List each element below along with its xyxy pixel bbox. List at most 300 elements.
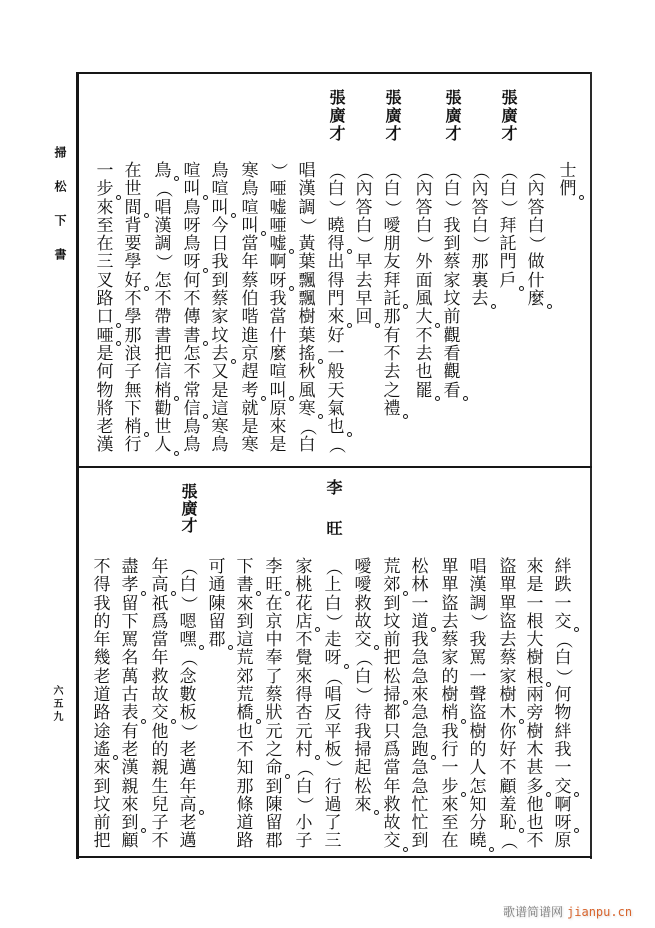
glyph: 坟 (93, 794, 111, 815)
glyph: 到 (265, 776, 283, 797)
glyph: 數 (179, 685, 197, 706)
glyph: 元 (295, 721, 313, 742)
glyph: 蔡 (441, 630, 459, 651)
punctuation-circle (144, 213, 149, 218)
glyph: 鳥 (153, 162, 173, 180)
glyph: 啊 (554, 794, 572, 815)
glyph: 白 (443, 179, 461, 200)
glyph: 在 (441, 831, 459, 852)
glyph: 漢 (469, 575, 487, 596)
glyph: 要 (124, 234, 142, 255)
glyph: 寒 (211, 417, 229, 438)
parenthesis: ） (178, 595, 199, 613)
glyph: 間 (123, 199, 143, 217)
glyph: 叫 (182, 180, 202, 198)
glyph: 罷 (414, 382, 434, 400)
glyph: 風 (415, 289, 433, 310)
glyph: 是 (526, 575, 544, 596)
glyph: 去 (383, 362, 401, 383)
glyph: 交 (150, 704, 170, 722)
glyph: 士 (559, 161, 577, 181)
glyph: 葉 (298, 252, 316, 273)
glyph: 書 (235, 576, 255, 594)
glyph: 念 (179, 666, 197, 687)
punctuation-circle (289, 286, 294, 291)
parenthesis: （ (178, 558, 199, 576)
glyph: 白 (471, 215, 489, 236)
punctuation-circle (435, 396, 440, 401)
glyph: 有 (383, 325, 401, 346)
punctuation-circle (116, 195, 121, 200)
glyph: 橋 (235, 704, 255, 722)
glyph: 來 (269, 417, 287, 438)
glyph: 呀 (183, 215, 201, 236)
glyph: 親 (121, 776, 139, 797)
punctuation-circle (546, 792, 551, 797)
glyph: 是 (96, 343, 114, 364)
glyph: 三 (324, 831, 342, 852)
glyph: 狀 (265, 703, 283, 724)
glyph: 坟 (211, 325, 229, 346)
glyph: 松 (354, 776, 372, 797)
glyph: 戶 (498, 272, 518, 290)
punctuation-circle (546, 682, 551, 687)
punctuation-circle (144, 286, 149, 291)
glyph: 故 (354, 611, 372, 632)
glyph: 白 (499, 179, 517, 200)
glyph: 在 (96, 234, 114, 255)
glyph: 何 (554, 685, 572, 706)
glyph: 唖 (95, 327, 115, 345)
glyph: 下 (124, 398, 142, 419)
glyph: 他 (151, 721, 169, 742)
glyph: 去 (210, 345, 230, 363)
punctuation-circle (347, 323, 352, 328)
parenthesis: （ (353, 650, 374, 668)
glyph: 恥 (498, 814, 518, 832)
glyph: 唱 (154, 197, 172, 218)
glyph: 一 (96, 161, 114, 181)
punctuation-circle (203, 341, 208, 346)
glyph: 樹 (499, 685, 517, 706)
glyph: 喧 (211, 179, 229, 200)
glyph: 急 (411, 721, 429, 742)
glyph: 杏 (295, 703, 313, 724)
punctuation-circle (203, 195, 208, 200)
glyph: 一 (554, 758, 572, 779)
glyph: 故 (383, 813, 401, 834)
glyph: 信 (154, 362, 172, 383)
frame-bottom-rule (76, 856, 592, 858)
parenthesis: ） (468, 613, 489, 631)
punctuation-circle (116, 323, 121, 328)
glyph: 蔡 (499, 648, 517, 669)
glyph: 陳 (265, 794, 283, 815)
glyph: 葉 (298, 325, 316, 346)
glyph: 世 (154, 417, 172, 438)
glyph: 道 (410, 613, 430, 631)
glyph: 答 (415, 197, 433, 218)
punctuation-circle (403, 591, 408, 596)
glyph: 的 (93, 611, 111, 632)
glyph: 喧 (183, 161, 201, 181)
glyph: 前 (93, 813, 111, 834)
parenthesis: （ (326, 437, 347, 455)
glyph: 我 (469, 630, 487, 651)
glyph: 學 (124, 307, 142, 328)
glyph: 把 (154, 343, 172, 364)
glyph: 盜 (499, 611, 517, 632)
glyph: 分 (469, 813, 487, 834)
glyph: 答 (471, 197, 489, 218)
glyph: 好 (327, 325, 345, 346)
glyph: 到 (93, 776, 111, 797)
glyph: 忙 (411, 794, 429, 815)
parenthesis: ） (526, 235, 547, 253)
glyph: 當 (241, 234, 259, 255)
glyph: 噯 (354, 575, 372, 596)
glyph: 物 (554, 703, 572, 724)
glyph: 蔡 (443, 252, 461, 273)
glyph: 過 (324, 794, 342, 815)
speaker-label: 張廣才 (179, 483, 198, 534)
glyph: 樹 (298, 307, 316, 328)
glyph: 根 (526, 611, 544, 632)
glyph: 中 (265, 630, 283, 651)
glyph: 的 (469, 739, 487, 760)
text-column (353, 558, 373, 814)
text-column (470, 162, 490, 308)
glyph: 待 (354, 703, 372, 724)
punctuation-circle (519, 719, 524, 724)
glyph: 白 (355, 215, 373, 236)
glyph: 好 (123, 272, 143, 290)
glyph: 這 (211, 398, 229, 419)
glyph: 急 (411, 776, 429, 797)
glyph: 表 (120, 704, 140, 722)
glyph: 只 (383, 721, 401, 742)
glyph: 們 (558, 180, 578, 198)
glyph: 年 (241, 252, 259, 273)
glyph: 禮 (382, 400, 402, 418)
glyph: 到 (443, 234, 461, 255)
glyph: 下 (121, 611, 139, 632)
glyph: 什 (269, 325, 287, 346)
text-column (207, 558, 227, 649)
glyph: 盜 (499, 557, 517, 577)
parenthesis: （ (326, 162, 347, 180)
glyph: 我 (411, 630, 429, 651)
text-column (414, 162, 434, 400)
glyph: 前 (443, 307, 461, 328)
glyph: 來 (93, 758, 111, 779)
glyph: 絆 (554, 721, 572, 742)
glyph: 兒 (151, 794, 169, 815)
glyph: 內 (355, 179, 373, 200)
glyph: 他 (526, 794, 544, 815)
glyph: 甚 (526, 758, 544, 779)
glyph: 老 (121, 739, 139, 760)
glyph: 曉 (468, 832, 488, 850)
glyph: 面 (415, 270, 433, 291)
text-column (323, 558, 343, 851)
parenthesis: ） (294, 796, 315, 814)
punctuation-circle (318, 414, 323, 419)
glyph: 當 (151, 630, 169, 651)
glyph: 根 (525, 668, 545, 686)
glyph: 爲 (151, 611, 169, 632)
glyph: 家 (441, 648, 459, 669)
parenthesis: ） (326, 199, 347, 217)
punctuation-circle (519, 828, 524, 833)
text-column (235, 558, 255, 851)
glyph: 白 (327, 179, 345, 200)
glyph: 一 (327, 343, 345, 364)
glyph: 京 (241, 343, 259, 364)
punctuation-circle (347, 249, 352, 254)
glyph: 來 (121, 794, 139, 815)
glyph: 去 (355, 270, 373, 291)
glyph: 那 (236, 776, 254, 797)
glyph: 老 (179, 813, 197, 834)
glyph: 荒 (383, 557, 401, 577)
glyph: 叫 (268, 382, 288, 400)
glyph: 單 (441, 557, 459, 577)
glyph: 的 (151, 739, 169, 760)
glyph: 遙 (92, 741, 112, 759)
glyph: 做 (527, 252, 545, 273)
punctuation-circle (491, 304, 496, 309)
glyph: 也 (415, 362, 433, 383)
glyph: 是 (241, 417, 259, 438)
glyph: 鳥 (211, 435, 229, 456)
glyph: 浪 (124, 343, 142, 364)
glyph: 怎 (469, 776, 487, 797)
parenthesis: （ (498, 162, 519, 180)
glyph: 那 (471, 252, 489, 273)
glyph: 白 (295, 776, 313, 797)
glyph: 子 (124, 362, 142, 383)
glyph: 高 (150, 576, 170, 594)
parenthesis: （ (153, 180, 174, 198)
glyph: 秋 (298, 362, 316, 383)
glyph: 得 (295, 685, 313, 706)
glyph: 都 (383, 703, 401, 724)
glyph: 把 (383, 648, 401, 669)
punctuation-circle (256, 719, 261, 724)
glyph: 般 (327, 362, 345, 383)
glyph: 不 (151, 831, 169, 852)
glyph: 好 (499, 739, 517, 760)
glyph: 路 (93, 703, 111, 724)
glyph: 不 (383, 343, 401, 364)
glyph: 我 (93, 593, 111, 614)
glyph: 路 (96, 289, 114, 310)
glyph: 氣 (327, 398, 345, 419)
glyph: 到 (211, 270, 229, 291)
section-divider-rule (76, 466, 592, 468)
text-column (498, 162, 518, 290)
glyph: 平 (324, 721, 342, 742)
glyph: 羞 (499, 794, 517, 815)
punctuation-circle (431, 755, 436, 760)
glyph: 坟 (383, 611, 401, 632)
text-column (442, 162, 462, 400)
text-column (354, 162, 374, 327)
glyph: 來 (441, 794, 459, 815)
glyph: 當 (383, 758, 401, 779)
glyph: 口 (95, 308, 115, 326)
glyph: 學 (124, 252, 142, 273)
punctuation-circle (574, 792, 579, 797)
punctuation-circle (403, 847, 408, 852)
glyph: 搖 (297, 345, 317, 363)
punctuation-circle (289, 396, 294, 401)
glyph: 喧 (241, 197, 259, 218)
glyph: 將 (96, 398, 114, 419)
glyph: 邁 (179, 758, 197, 779)
glyph: 勸 (154, 398, 172, 419)
glyph: 兩 (526, 685, 544, 706)
punctuation-circle (199, 810, 204, 815)
text-column (468, 558, 488, 851)
glyph: 交 (382, 832, 402, 850)
glyph: 不 (415, 325, 433, 346)
glyph: 一 (469, 666, 487, 687)
glyph: 去 (441, 611, 459, 632)
glyph: 到 (120, 814, 140, 832)
glyph: 風 (298, 380, 316, 401)
glyph: 留 (208, 611, 226, 632)
speaker-label: 李旺 (324, 479, 343, 561)
parenthesis: ） (297, 217, 318, 235)
glyph: 白 (383, 179, 401, 200)
glyph: 李 (265, 557, 283, 577)
glyph: 一 (441, 758, 459, 779)
glyph: 進 (241, 325, 259, 346)
glyph: 的 (441, 666, 459, 687)
glyph: 一 (554, 593, 572, 614)
glyph: 單 (499, 575, 517, 596)
glyph: 就 (241, 398, 259, 419)
punctuation-circle (315, 755, 320, 760)
parenthesis: （ (526, 162, 547, 180)
glyph: 人 (153, 436, 173, 454)
glyph: 急 (411, 666, 429, 687)
glyph: 年 (93, 630, 111, 651)
glyph: 白 (554, 648, 572, 669)
text-column (294, 558, 314, 851)
glyph: 呀 (182, 253, 202, 271)
glyph: 幾 (93, 648, 111, 669)
punctuation-circle (171, 719, 176, 724)
glyph: 親 (151, 758, 169, 779)
parenthesis: （ (294, 759, 315, 777)
punctuation-circle (375, 323, 380, 328)
punctuation-circle (174, 451, 179, 456)
parenthesis: （ (354, 162, 375, 180)
glyph: 林 (411, 575, 429, 596)
glyph: 內 (415, 179, 433, 200)
glyph: 到 (383, 593, 401, 614)
punctuation-circle (289, 249, 294, 254)
glyph: 唱 (469, 557, 487, 577)
glyph: 也 (236, 721, 254, 742)
glyph: 掃 (382, 686, 402, 704)
glyph: 世 (124, 179, 142, 200)
glyph: 坟 (443, 289, 461, 310)
punctuation-circle (231, 213, 236, 218)
watermark (503, 903, 632, 920)
speaker-label: 張廣才 (443, 89, 462, 143)
punctuation-circle (144, 432, 149, 437)
glyph: 梢 (123, 418, 143, 436)
glyph: 樹 (526, 648, 544, 669)
glyph: 家 (295, 557, 313, 577)
glyph: 又 (211, 362, 229, 383)
glyph: 鳥 (211, 161, 229, 181)
glyph: 什 (527, 270, 545, 291)
glyph: 邁 (179, 831, 197, 852)
glyph: 古 (121, 685, 139, 706)
glyph: 嘘 (268, 235, 288, 253)
glyph: 飄 (298, 270, 316, 291)
glyph: 松 (411, 557, 429, 577)
glyph: 觀 (443, 325, 461, 346)
glyph: 途 (93, 721, 111, 742)
glyph: 一 (526, 593, 544, 614)
parenthesis: ） (353, 686, 374, 704)
glyph: 早 (355, 289, 373, 310)
glyph: 蔡 (211, 289, 229, 310)
glyph: 我 (441, 721, 459, 742)
glyph: 白 (324, 593, 342, 614)
glyph: 蔡 (265, 685, 283, 706)
glyph: 那 (383, 307, 401, 328)
glyph: 盡 (121, 557, 139, 577)
glyph: 飄 (298, 289, 316, 310)
glyph: 知 (236, 758, 254, 779)
punctuation-circle (347, 432, 352, 437)
punctuation-circle (344, 664, 349, 669)
punctuation-circle (574, 828, 579, 833)
text-column (526, 162, 546, 308)
glyph: 麼 (269, 343, 287, 364)
punctuation-circle (228, 645, 233, 650)
text-column (382, 558, 402, 851)
parenthesis: （ (323, 668, 344, 686)
glyph: 今 (211, 215, 229, 236)
glyph: 鳥 (183, 197, 201, 218)
punctuation-circle (463, 396, 468, 401)
glyph: 不 (183, 289, 201, 310)
text-column (382, 162, 402, 418)
punctuation-circle (141, 719, 146, 724)
glyph: 拜 (499, 215, 517, 236)
glyph: 無 (124, 380, 142, 401)
punctuation-circle (374, 645, 379, 650)
glyph: 友 (383, 252, 401, 273)
parenthesis: ） (382, 199, 403, 217)
glyph: 小 (295, 813, 313, 834)
glyph: 盜 (469, 703, 487, 724)
glyph: 命 (264, 759, 284, 777)
glyph: 到 (411, 831, 429, 852)
glyph: 外 (415, 252, 433, 273)
glyph: 鳥 (183, 435, 201, 456)
glyph: 了 (265, 666, 283, 687)
glyph: 何 (96, 362, 114, 383)
